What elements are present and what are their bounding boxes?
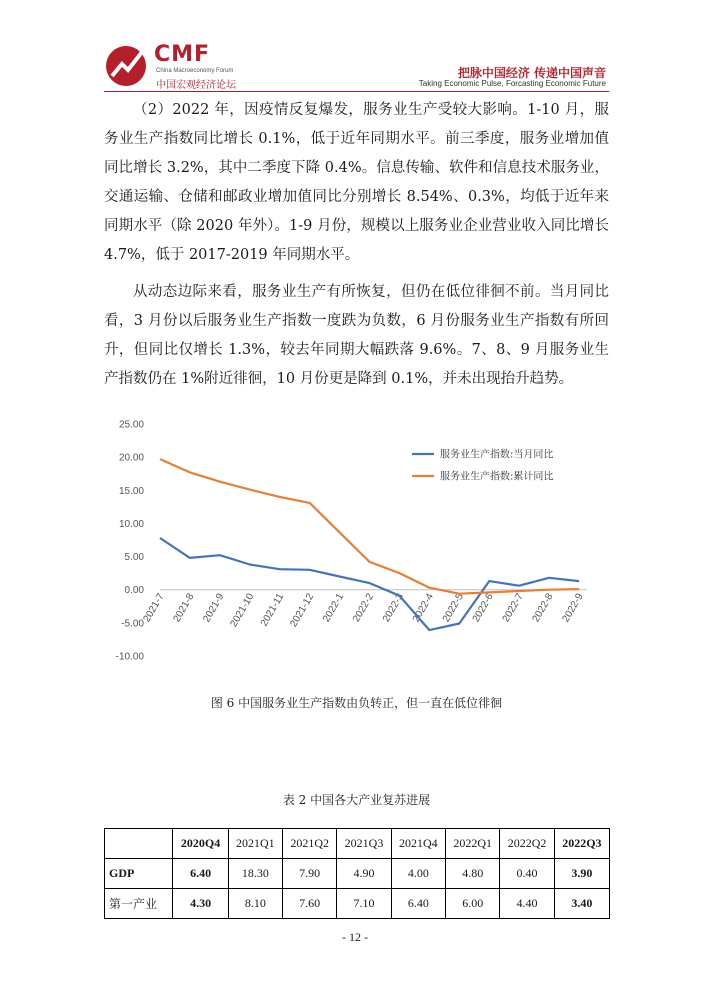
- page-number: - 12 -: [342, 930, 368, 944]
- table-cell: 6.40: [173, 859, 228, 889]
- y-tick-label: 25.00: [118, 419, 144, 431]
- table-header-cell: [105, 829, 173, 859]
- x-tick-label: 2022-7: [500, 591, 526, 625]
- y-tick-label: 5.00: [124, 552, 144, 564]
- y-tick-label: 15.00: [118, 485, 144, 497]
- table-header-cell: 2022Q1: [446, 829, 500, 859]
- slogan-chinese: 把脉中国经济 传递中国声音: [457, 66, 606, 80]
- x-tick-label: 2022-3: [380, 591, 407, 625]
- table-cell: 4.80: [446, 859, 500, 889]
- x-tick-label: 2021-7: [141, 591, 167, 625]
- x-tick-label: 2021-8: [171, 591, 197, 625]
- table-header-cell: 2022Q2: [500, 829, 554, 859]
- logo-english: China Macroeconomy Forum: [156, 68, 234, 74]
- table-row: [105, 889, 610, 919]
- services-index-chart: [104, 410, 609, 670]
- row-label: GDP: [105, 859, 173, 889]
- table-cell: 18.30: [228, 859, 282, 889]
- table-cell: 4.00: [391, 859, 445, 889]
- paragraph-dynamic-margin: 从动态边际来看，服务业生产有所恢复，但仍在低位徘徊不前。当月同比看，3 月份以后服务业生产指数一度跌为负数，6 月份服务业生产指数有所回升，但同比仅增长 1.3%，较去年同期大幅跌落 9.6%。7、8、9 月服务业生产指数仍在 1%附近徘徊，10 月份更是降到 0.1%，并未出现抬升趋势。: [104, 284, 609, 387]
- table-cell: 7.10: [337, 889, 391, 919]
- logo-text: CMF: [154, 42, 211, 67]
- series-line-1: [160, 538, 579, 630]
- logo-chinese: 中国宏观经济论坛: [156, 80, 236, 91]
- row-label: 第一产业: [105, 889, 173, 919]
- y-tick-label: 0.00: [124, 585, 144, 597]
- header-divider: [104, 91, 609, 92]
- table-header-cell: 2021Q2: [283, 829, 337, 859]
- x-tick-label: 2022-4: [410, 591, 436, 625]
- industry-recovery-table: [104, 828, 610, 919]
- table-cell: 3.90: [554, 859, 609, 889]
- table-cell: 4.40: [500, 889, 554, 919]
- y-tick-label: 10.00: [118, 518, 144, 530]
- table-cell: 8.10: [228, 889, 282, 919]
- x-tick-label: 2021-9: [201, 591, 227, 625]
- table-header-cell: 2021Q1: [228, 829, 282, 859]
- logo-mark-icon: [104, 40, 154, 90]
- table-cell: 6.00: [446, 889, 500, 919]
- table-header-cell: 2022Q3: [554, 829, 609, 859]
- table-header-cell: 2021Q4: [391, 829, 445, 859]
- x-tick-label: 2022-1: [321, 591, 347, 625]
- table-header-row: [105, 829, 610, 859]
- x-tick-label: 2021-11: [258, 591, 287, 629]
- table-cell: 0.40: [500, 859, 554, 889]
- table-cell: 4.30: [173, 889, 228, 919]
- slogan-english: Taking Economic Pulse, Forcasting Economic Future: [418, 79, 606, 88]
- legend-label: 服务业生产指数:当月同比: [440, 449, 554, 461]
- table-cell: 6.40: [391, 889, 445, 919]
- x-tick-label: 2021-10: [228, 591, 257, 630]
- x-tick-label: 2022-6: [470, 591, 496, 625]
- table-cell: 4.90: [337, 859, 391, 889]
- x-tick-label: 2022-5: [440, 591, 466, 625]
- y-tick-label: -10.00: [115, 651, 144, 663]
- table-row: [105, 859, 610, 889]
- table-cell: 3.40: [554, 889, 609, 919]
- paragraph-services-2022: （2）2022 年，因疫情反复爆发，服务业生产受较大影响。1-10 月，服务业生产指数同比增长 0.1%，低于近年同期水平。前三季度，服务业增加值同比增长 3.2%，其中二季度下降 0.4%。信息传输、软件和信息技术服务业，交通运输、仓储和邮政业增加值同比分别增长 8.54%、0.3%，均低于近年来同期水平（除 2020 年外）。1-9 月份，规模以上服务业企业营业收入同比增长 4.7%，低于 2017-2019 年同期水平。: [104, 102, 609, 263]
- table-caption: 表 2 中国各大产业复苏进展: [282, 793, 431, 807]
- line-chart: [104, 410, 609, 670]
- y-tick-label: -5.00: [121, 618, 144, 630]
- table-cell: 7.90: [283, 859, 337, 889]
- table-cell: 7.60: [283, 889, 337, 919]
- legend-label: 服务业生产指数:累计同比: [440, 471, 554, 483]
- page-header: [0, 0, 710, 100]
- x-tick-label: 2021-12: [288, 591, 317, 630]
- x-tick-label: 2022-2: [351, 591, 377, 625]
- y-tick-label: 20.00: [118, 452, 144, 464]
- cmf-logo: [104, 40, 244, 90]
- x-tick-label: 2022-8: [530, 591, 556, 625]
- table-header-cell: 2021Q3: [337, 829, 391, 859]
- table-header-cell: 2020Q4: [173, 829, 228, 859]
- x-tick-label: 2022-9: [560, 591, 586, 625]
- figure-caption: 图 6 中国服务业生产指数由负转正，但一直在低位徘徊: [210, 696, 503, 710]
